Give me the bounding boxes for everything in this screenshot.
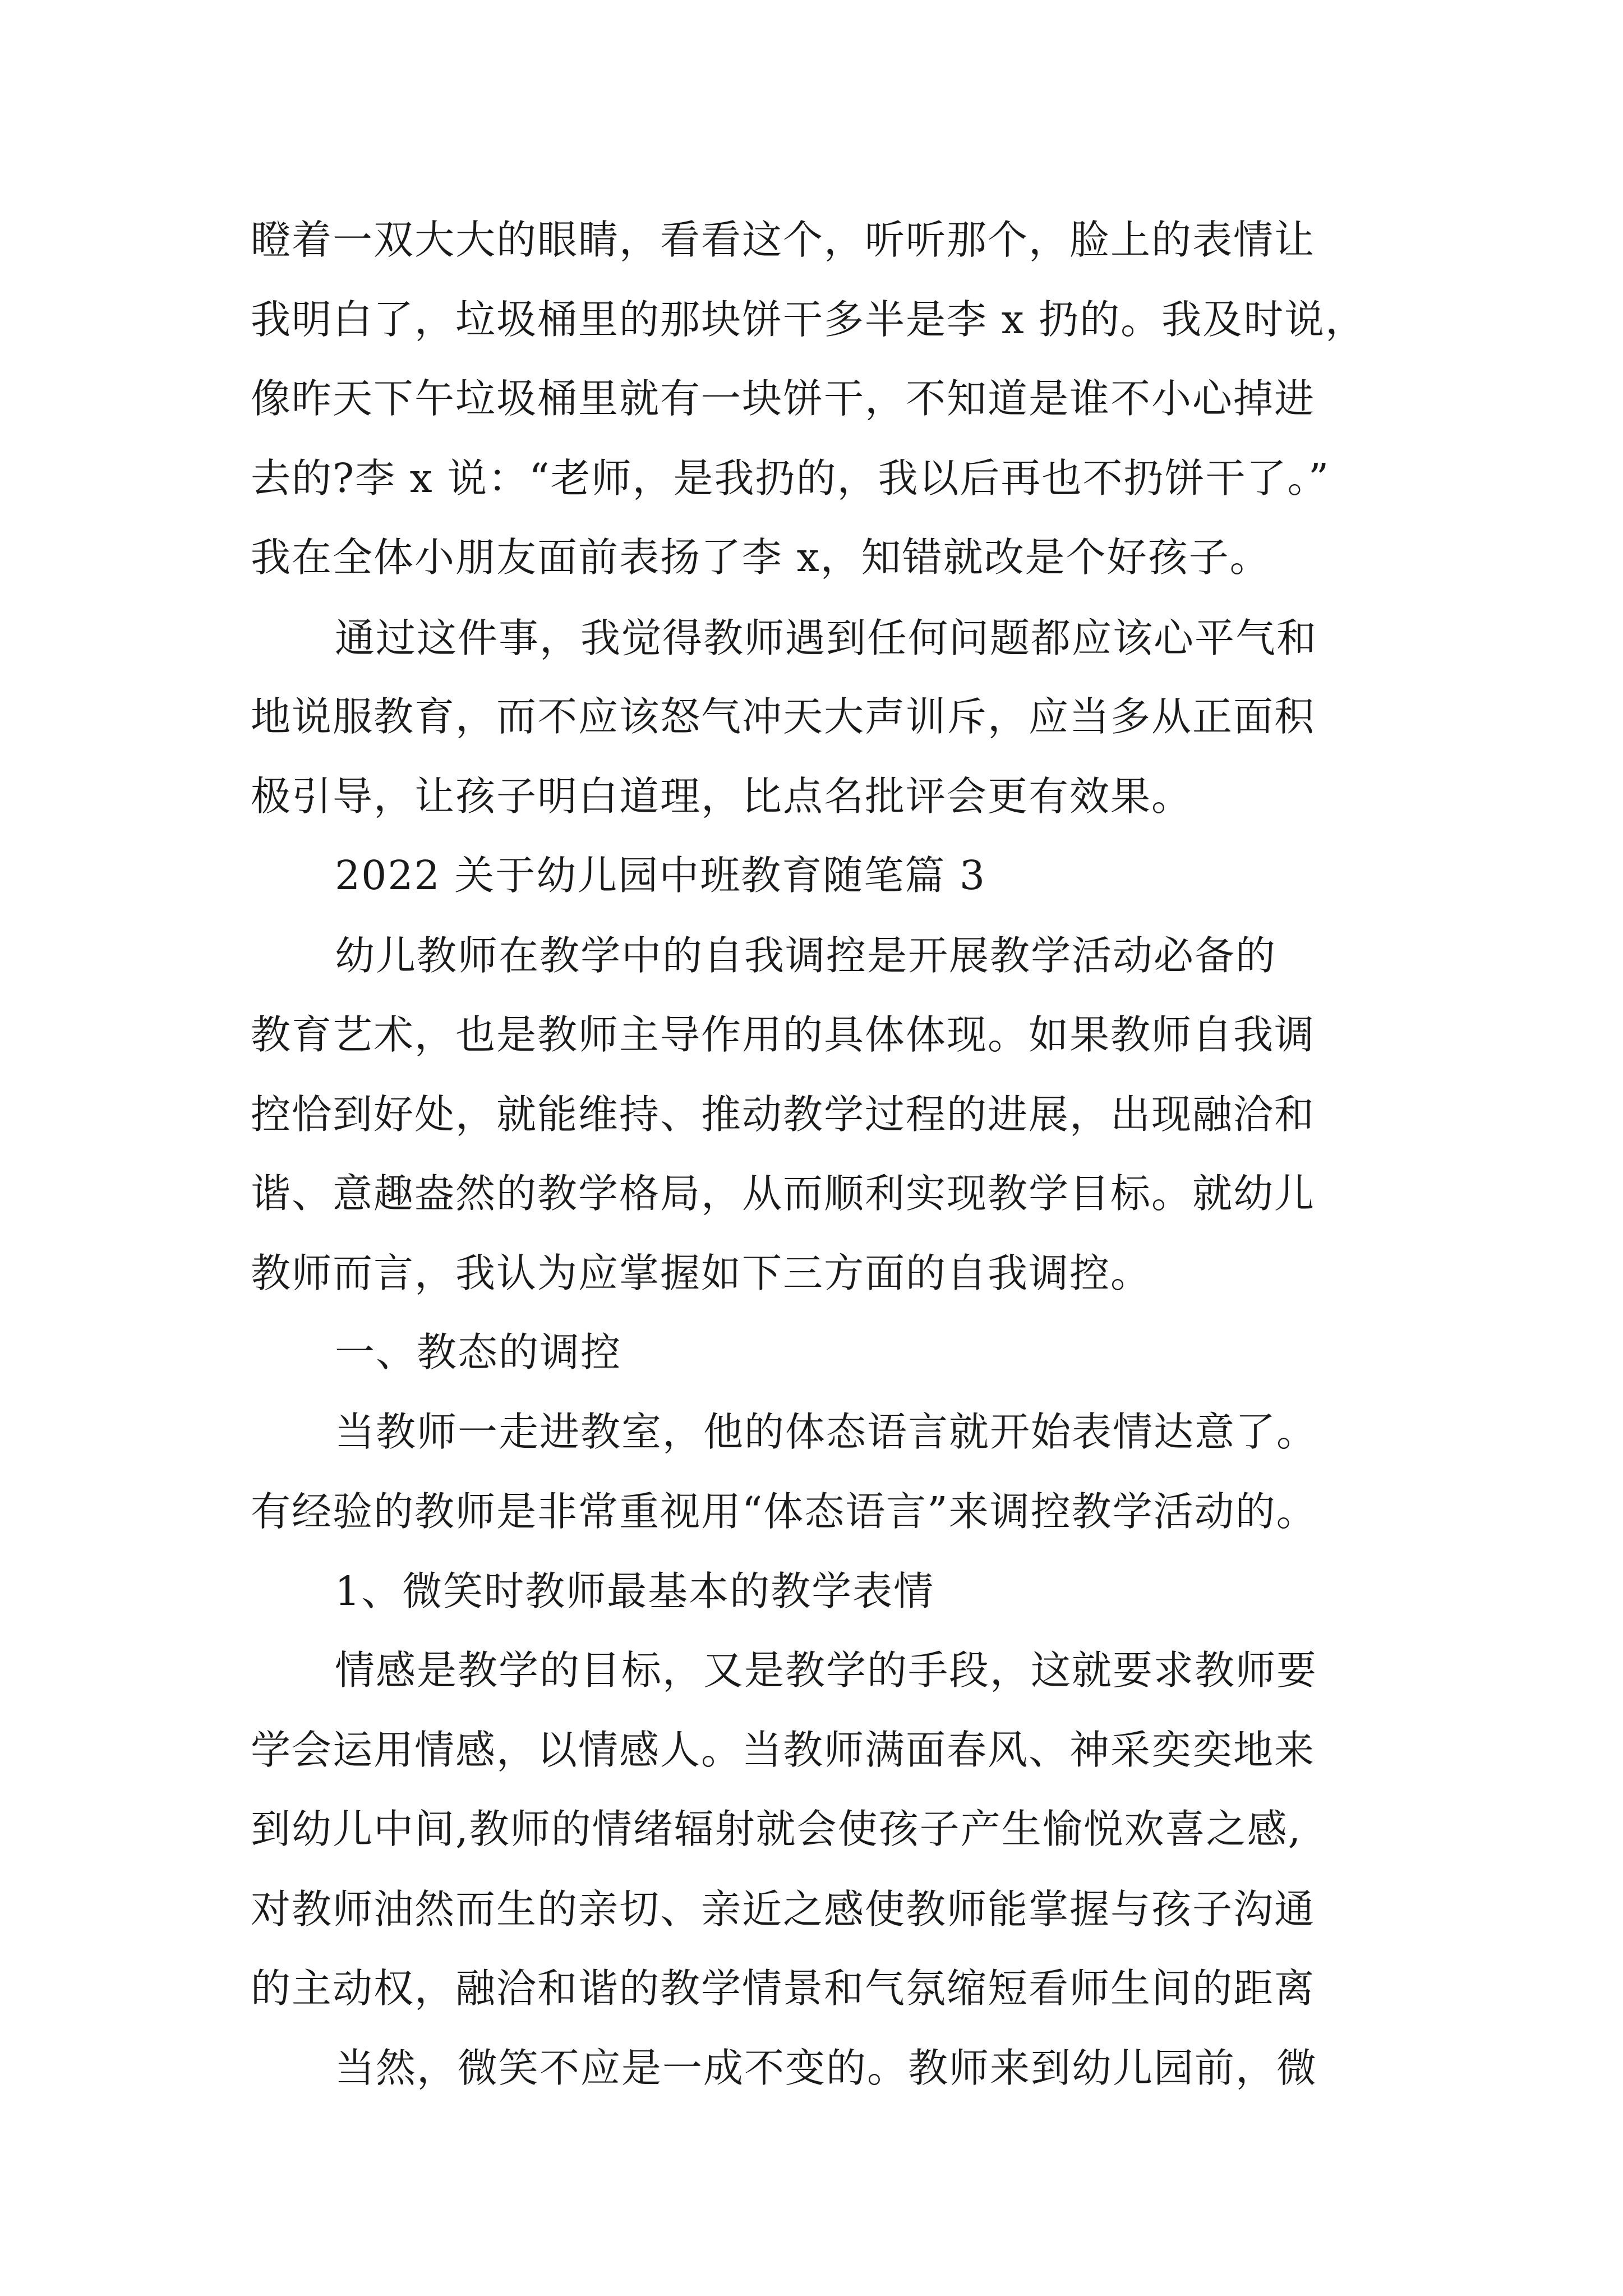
text-line: 对教师油然而生的亲切、亲近之感使教师能掌握与孩子沟通 [251, 1886, 1316, 1932]
text-line: 到幼儿中间,教师的情绪辐射就会使孩子产生愉悦欢喜之感, [251, 1806, 1302, 1852]
paragraph-start: 幼儿教师在教学中的自我调控是开展教学活动必备的 [335, 932, 1277, 979]
subheading: 一、教态的调控 [335, 1329, 622, 1375]
paragraph-start: 情感是教学的目标，又是教学的手段，这就要求教师要 [335, 1647, 1318, 1694]
text-line: 极引导，让孩子明白道理，比点名批评会更有效果。 [251, 773, 1193, 820]
text-line: 地说服教育，而不应该怒气冲天大声训斥，应当多从正面积 [251, 693, 1316, 740]
subheading: 1、微笑时教师最基本的教学表情 [335, 1568, 935, 1614]
text-line: 我在全体小朋友面前表扬了李 x，知错就改是个好孩子。 [251, 534, 1271, 581]
text-line: 谐、意趣盎然的教学格局，从而顺利实现教学目标。就幼儿 [251, 1170, 1316, 1217]
text-line: 学会运用情感，以情感人。当教师满面春风、神采奕奕地来 [251, 1727, 1316, 1773]
text-line: 教育艺术，也是教师主导作用的具体体现。如果教师自我调 [251, 1011, 1316, 1058]
paragraph-start: 当然，微笑不应是一成不变的。教师来到幼儿园前，微 [335, 2045, 1318, 2091]
text-line: 去的?李 x 说：“老师，是我扔的，我以后再也不扔饼干了。” [251, 455, 1330, 501]
text-line: 像昨天下午垃圾桶里就有一块饼干，不知道是谁不小心掉进 [251, 375, 1316, 422]
text-line: 瞪着一双大大的眼睛，看看这个，听听那个，脸上的表情让 [251, 217, 1316, 263]
section-heading: 2022 关于幼儿园中班教育随笔篇 3 [335, 852, 986, 899]
text-line: 教师而言，我认为应掌握如下三方面的自我调控。 [251, 1250, 1152, 1296]
text-line: 有经验的教师是非常重视用“体态语言”来调控教学活动的。 [251, 1488, 1317, 1535]
paragraph-start: 通过这件事，我觉得教师遇到任何问题都应该心平气和 [335, 615, 1318, 661]
text-line: 我明白了，垃圾桶里的那块饼干多半是李 x 扔的。我及时说， [251, 296, 1367, 343]
paragraph-start: 当教师一走进教室，他的体态语言就开始表情达意了。 [335, 1409, 1318, 1455]
text-line: 的主动权，融洽和谐的教学情景和气氛缩短看师生间的距离 [251, 1965, 1316, 2012]
text-line: 控恰到好处，就能维持、推动教学过程的进展，出现融洽和 [251, 1091, 1316, 1138]
